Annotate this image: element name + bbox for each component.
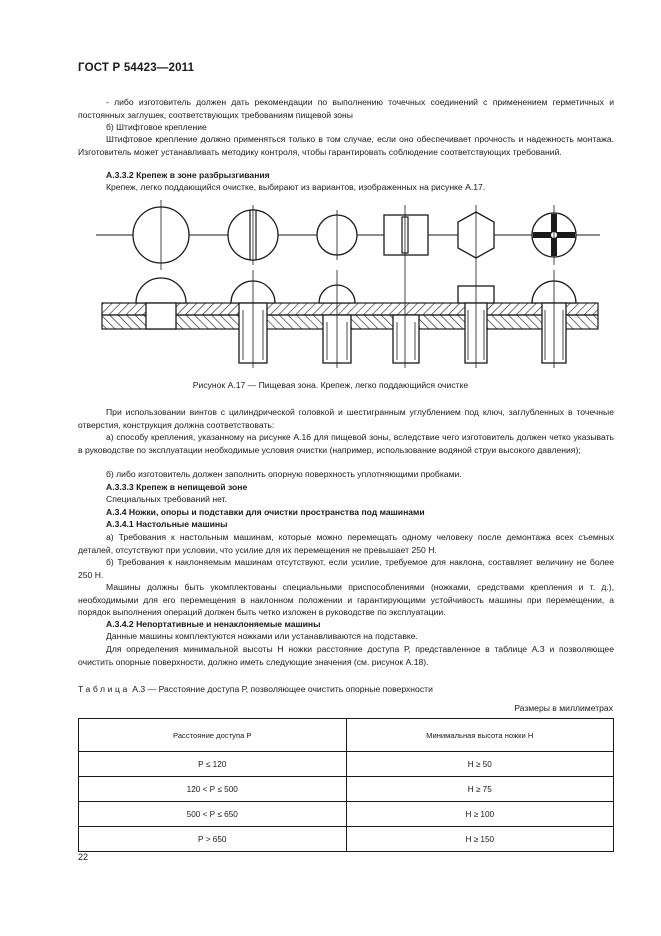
- fastener-hex-head: [458, 205, 494, 270]
- paragraph-min-height: Для определения минимальной высоты Н ножки расстояние доступа Р, представленное в таблице А.3 и позволяющее очистить опорные поверхности, должно иметь следующие значения (см. рисунок А.18).: [78, 644, 614, 667]
- paragraph-sealing-plugs: - либо изготовитель должен дать рекомендации по выполнению точечных соединений с применением герметичных и постоянных заглушек, соответствующих требованиям пищевой зоны: [78, 97, 614, 120]
- section-heading-stationary-machines: А.3.4.2 Непортативные и ненаклоняемые машины: [106, 619, 321, 629]
- table-caption-text: А.3 — Расстояние доступа Р, позволяющее очистить опорные поверхности: [132, 684, 433, 694]
- figure-a17-fasteners: [96, 200, 600, 370]
- paragraph-no-requirements: Специальных требований нет.: [106, 494, 227, 504]
- item-b-tilting-machines: б) Требования к наклоняемым машинам отсутствуют, если усилие, требуемое для наклона, составляет величину не более 250 Н.: [78, 557, 614, 580]
- table-cell: 500 < Р ≤ 650: [79, 802, 347, 827]
- table-cell: Н ≥ 150: [346, 827, 614, 852]
- item-a-fastening-method: а) способу крепления, указанному на рисунке А.16 для пищевой зоны, вследствие чего изготовитель должен четко указывать в руководстве по эксплуатации необходимые условия очистки (например, использование водяной струи высокого давления);: [78, 432, 614, 455]
- paragraph-hex-socket-screws: При использовании винтов с цилиндрической головкой и шестигранным углублением под ключ, заглубленных в точечные отверстия, конструкция должна соответствовать:: [78, 407, 614, 430]
- column-header-min-height: Минимальная высота ножки Н: [346, 719, 614, 752]
- page-number: 22: [78, 852, 89, 862]
- paragraph-splash-zone: Крепеж, легко поддающийся очистке, выбирают из вариантов, изображенных на рисунке А.17.: [106, 182, 486, 192]
- fastener-slotted-head: [228, 205, 278, 265]
- section-heading-tabletop-machines: А.3.4.1 Настольные машины: [106, 519, 228, 529]
- paragraph-special-devices: Машины должны быть укомплектованы специальными приспособлениями (ножками, средствами крепления и т. д.), необходимыми для его перемещения в наклонном положении и гарантирующими устойчивость машины при перемещении, а порядок выполнения операций должен быть четко изложен в руководстве по эксплуатации.: [78, 582, 614, 618]
- item-b-sealing-plugs: б) либо изготовитель должен заполнить опорную поверхность уплотняющими пробками.: [106, 469, 462, 479]
- fastener-round-head: [133, 200, 189, 270]
- section-heading-non-food-zone: А.3.3.3 Крепеж в непищевой зоне: [106, 482, 248, 492]
- fastener-small-round-head: [317, 210, 357, 260]
- table-row: [79, 777, 614, 802]
- document-header: ГОСТ Р 54423—2011: [78, 62, 195, 74]
- paragraph-pin-fastening: Штифтовое крепление должно применяться только в том случае, если оно обеспечивает прочность и надежность монтажа. Изготовитель может устанавливать методику контроля, чтобы гарантировать соблюдение соответствующих требований.: [78, 134, 614, 157]
- table-cell: Н ≥ 75: [346, 777, 614, 802]
- table-a3-access-distance: [78, 718, 614, 852]
- table-header-row: [79, 719, 614, 752]
- table-cell: 120 < Р ≤ 500: [79, 777, 347, 802]
- nut-1: [146, 303, 176, 329]
- table-caption-label: Таблица: [78, 684, 130, 694]
- paragraph-feet-or-stand: Данные машины комплектуются ножками или устанавливаются на подставке.: [106, 631, 418, 641]
- table-caption: [78, 684, 433, 694]
- section-heading-feet-supports: А.3.4 Ножки, опоры и подставки для очистки пространства под машинами: [106, 507, 425, 517]
- column-header-access-distance: Расстояние доступа Р: [79, 719, 347, 752]
- table-cell: Р > 650: [79, 827, 347, 852]
- fastener-cross-slot-head: [532, 205, 576, 265]
- table-cell: Н ≥ 50: [346, 752, 614, 777]
- table-cell: Р ≤ 120: [79, 752, 347, 777]
- fastener-slotted-square-head: [384, 205, 428, 270]
- table-row: [79, 827, 614, 852]
- figure-caption: Рисунок А.17 — Пищевая зона. Крепеж, легко поддающийся очистке: [192, 380, 469, 390]
- item-a-tabletop-requirements: а) Требования к настольным машинам, которые можно перемещать одному человеку после демонтажа всех съемных деталей, отсутствуют при условии, что усилие для их перемещения не превышает 250 Н.: [78, 532, 614, 555]
- dome-head-1: [136, 278, 186, 303]
- table-units: Размеры в миллиметрах: [514, 703, 613, 713]
- table-cell: Н ≥ 100: [346, 802, 614, 827]
- section-heading-splash-zone: А.3.3.2 Крепеж в зоне разбрызгивания: [106, 170, 270, 180]
- table-row: [79, 752, 614, 777]
- item-pin-fastening: б) Штифтовое крепление: [106, 122, 207, 132]
- table-row: [79, 802, 614, 827]
